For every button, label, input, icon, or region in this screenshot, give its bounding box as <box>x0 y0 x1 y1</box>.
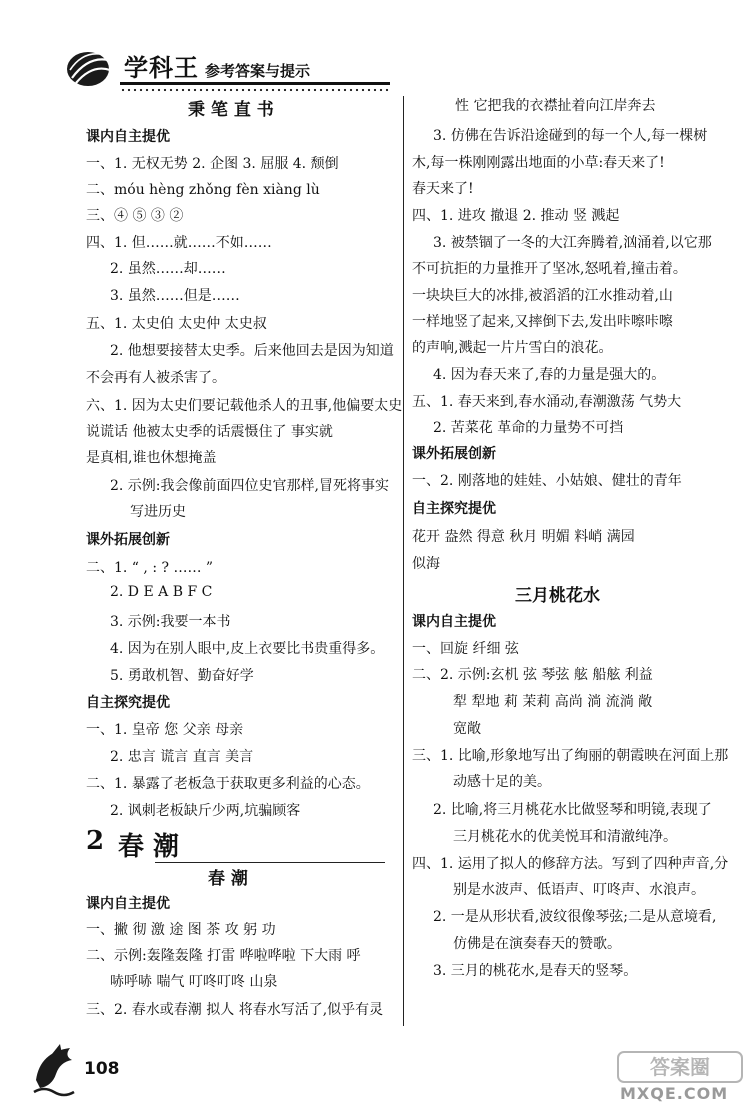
answer-line: 似海 <box>412 556 440 572</box>
logo-ball-icon <box>64 50 118 88</box>
section-title-chunchao: 春 潮 <box>208 869 248 889</box>
chapter-number: 2 <box>86 826 105 856</box>
answer-line: 五、1. 春天来到,春水涌动,春潮激荡 气势大 <box>412 394 682 410</box>
answer-line: 二、示例:轰隆轰隆 打雷 哗啦哗啦 下大雨 呼 <box>86 948 361 964</box>
answer-line: 性 它把我的衣襟扯着向江岸奔去 <box>455 98 656 114</box>
answer-line: 四、1. 但……就……不如…… <box>86 235 272 251</box>
subsection-heading: 课内自主提优 <box>86 129 170 145</box>
answer-line: 3. 三月的桃花水,是春天的竖琴。 <box>433 963 638 979</box>
answer-line: 三、1. 比喻,形象地写出了绚丽的朝霞映在河面上那 <box>412 748 729 764</box>
answer-line: 六、1. 因为太史们要记载他杀人的丑事,他偏要太史 <box>86 398 403 414</box>
answer-line: 2. 讽刺老板缺斤少两,坑骗顾客 <box>110 803 301 819</box>
subsection-heading: 课内自主提优 <box>412 614 496 630</box>
chapter-title: 春 潮 <box>118 832 180 862</box>
answer-line: 写进历史 <box>130 504 186 520</box>
answer-line: 四、1. 进攻 撤退 2. 推动 竖 溅起 <box>412 208 620 224</box>
chapter-rule <box>155 862 385 863</box>
answer-line: 一、1. 无权无势 2. 企图 3. 屈服 4. 颓倒 <box>86 156 339 172</box>
header-rule <box>120 82 390 85</box>
answer-line: 不会再有人被杀害了。 <box>86 370 226 386</box>
answer-line: 3. 仿佛在告诉沿途碰到的每一个人,每一棵树 <box>433 128 708 144</box>
answer-line: 犁 犁地 莉 茉莉 高尚 淌 流淌 敞 <box>453 694 653 710</box>
answer-line: 2. D E A B F C <box>110 584 213 600</box>
answer-line: 3. 虽然……但是…… <box>110 288 240 304</box>
answer-line: 二、1. “ , : ? …… ” <box>86 560 214 576</box>
answer-line: 说谎话 他被太史季的话震慑住了 事实就 <box>86 424 333 440</box>
answer-line: 一、2. 刚落地的娃娃、小姑娘、健壮的青年 <box>412 473 682 489</box>
answer-line: 2. 示例:我会像前面四位史官那样,冒死将事实 <box>110 478 389 494</box>
answer-line: 2. 虽然……却…… <box>110 261 226 277</box>
answer-line: 一、1. 皇帝 您 父亲 母亲 <box>86 722 244 738</box>
answer-line: 一样地竖了起来,又摔倒下去,发出咔嚓咔嚓 <box>412 314 673 330</box>
answer-line: 宽敞 <box>453 721 481 737</box>
answer-line: 春天来了! <box>412 181 474 197</box>
answer-line: 花开 盎然 得意 秋月 明媚 料峭 满园 <box>412 529 635 545</box>
answer-line: 2. 忠言 谎言 直言 美言 <box>110 749 254 765</box>
answer-line: 五、1. 太史伯 太史仲 太史叔 <box>86 316 267 332</box>
section-title-sanyue: 三月桃花水 <box>515 586 600 606</box>
answer-line: 木,每一株刚刚露出地面的小草:春天来了! <box>412 155 665 171</box>
answer-line: 三、④ ⑤ ③ ② <box>86 208 184 224</box>
answer-line: 不可抗拒的力量推开了坚冰,怒吼着,撞击着。 <box>412 261 687 277</box>
answer-line: 2. 比喻,将三月桃花水比做竖琴和明镜,表现了 <box>433 802 712 818</box>
subsection-heading: 课内自主提优 <box>86 896 170 912</box>
answer-line: 2. 他想要接替太史季。后来他回去是因为知道 <box>110 343 394 359</box>
answer-line: 二、1. 暴露了老板急于获取更多利益的心态。 <box>86 776 370 792</box>
subsection-heading: 课外拓展创新 <box>412 446 496 462</box>
answer-line: 哧呼哧 喘气 叮咚叮咚 山泉 <box>110 974 278 990</box>
answer-line: 二、móu hèng zhǒng fèn xiàng lù <box>86 182 320 198</box>
answer-line: 一、撇 彻 激 途 图 茶 攻 躬 功 <box>86 922 276 938</box>
answer-line: 仿佛是在演奏春天的赞歌。 <box>453 936 621 952</box>
answer-line: 别是水波声、低语声、叮咚声、水浪声。 <box>453 882 705 898</box>
answer-line: 3. 示例:我要一本书 <box>110 614 231 630</box>
answer-line: 4. 因为在别人眼中,皮上衣要比书贵重得多。 <box>110 641 385 657</box>
subsection-heading: 自主探究提优 <box>412 501 496 517</box>
column-divider <box>403 96 404 1026</box>
answer-line: 一、回旋 纤细 弦 <box>412 641 519 657</box>
answer-line: 是真相,谁也休想掩盖 <box>86 450 217 466</box>
header-dotted-rule <box>120 88 390 92</box>
answer-line: 4. 因为春天来了,春的力量是强大的。 <box>433 367 666 383</box>
answer-line: 3. 被禁锢了一冬的大江奔腾着,汹涌着,以它那 <box>433 235 712 251</box>
subsection-heading: 课外拓展创新 <box>86 532 170 548</box>
brand-logo: 学科王 <box>124 54 199 82</box>
answer-line: 三、2. 春水或春潮 拟人 将春水写活了,似乎有灵 <box>86 1002 384 1018</box>
answer-line: 一块块巨大的冰排,被滔滔的江水推动着,山 <box>412 288 673 304</box>
answer-line: 2. 苦菜花 革命的力量势不可挡 <box>433 420 624 436</box>
subsection-heading: 自主探究提优 <box>86 695 170 711</box>
answer-line: 动感十足的美。 <box>453 774 551 790</box>
answer-line: 的声响,溅起一片片雪白的浪花。 <box>412 340 613 356</box>
page-number: 108 <box>84 1059 120 1079</box>
page-subtitle: 参考答案与提示 <box>205 62 311 80</box>
watermark-text: MXQE.COM <box>620 1084 729 1103</box>
answer-line: 5. 勇敢机智、勤奋好学 <box>110 668 254 684</box>
answer-line: 四、1. 运用了拟人的修辞方法。写到了四种声音,分 <box>412 856 729 872</box>
answer-line: 三月桃花水的优美悦耳和清澈纯净。 <box>453 829 677 845</box>
answer-line: 二、2. 示例:玄机 弦 琴弦 舷 船舷 利益 <box>412 667 653 683</box>
watermark-badge-text: 答案圈 <box>650 1055 710 1079</box>
answer-line: 2. 一是从形状看,波纹很像琴弦;二是从意境看, <box>433 909 717 925</box>
section-title-bingbi: 秉 笔 直 书 <box>188 100 274 120</box>
